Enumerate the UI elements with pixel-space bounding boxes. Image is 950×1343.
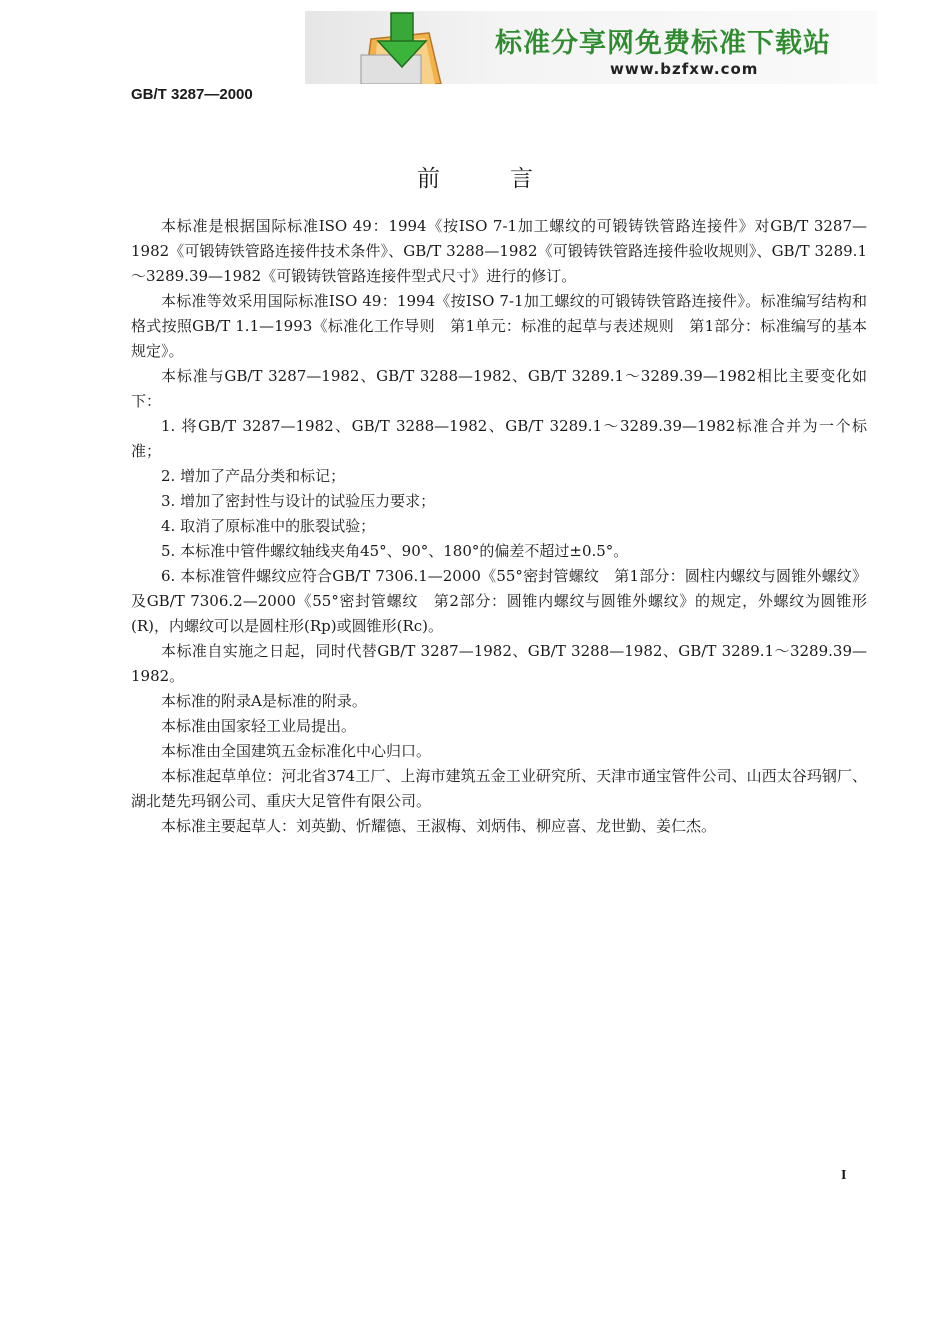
paragraph: 本标准起草单位：河北省374工厂、上海市建筑五金工业研究所、天津市通宝管件公司、山西太谷玛钢厂、湖北楚先玛钢公司、重庆大足管件有限公司。	[131, 767, 867, 810]
paragraph: 本标准自实施之日起，同时代替GB/T 3287—1982、GB/T 3288—1982、GB/T 3289.1～3289.39—1982。	[131, 642, 867, 685]
page-title	[0, 160, 950, 193]
banner-title: 标准分享网免费标准下载站	[495, 28, 831, 59]
list-item: 3. 增加了密封性与设计的试验压力要求；	[161, 492, 436, 510]
page-title-char-1: 前	[417, 166, 440, 192]
list-item: 1. 将GB/T 3287—1982、GB/T 3288—1982、GB/T 3289.1～3289.39—1982标准合并为一个标准；	[131, 417, 867, 460]
download-arrow-icon	[331, 11, 461, 84]
foreword-body	[131, 214, 867, 839]
paragraph: 本标准是根据国际标准ISO 49：1994《按ISO 7-1加工螺纹的可锻铸铁管路连接件》对GB/T 3287—1982《可锻铸铁管路连接件技术条件》、GB/T 3288—1982《可锻铸铁管路连接件验收规则》、GB/T 3289.1～3289.39—1982《可锻铸铁管路连接件型式尺寸》进行的修订。	[131, 217, 867, 285]
paragraph: 本标准与GB/T 3287—1982、GB/T 3288—1982、GB/T 3289.1～3289.39—1982相比主要变化如下：	[131, 367, 867, 410]
list-item: 6. 本标准管件螺纹应符合GB/T 7306.1—2000《55°密封管螺纹 第1部分：圆柱内螺纹与圆锥外螺纹》及GB/T 7306.2—2000《55°密封管螺纹 第2部分：圆锥内螺纹与圆锥外螺纹》的规定，外螺纹为圆锥形(R)，内螺纹可以是圆柱形(Rp)或圆锥形(Rc)。	[131, 567, 867, 635]
page-number: I	[841, 1168, 847, 1183]
paragraph: 本标准的附录A是标准的附录。	[161, 692, 367, 710]
page-title-char-2: 言	[510, 166, 533, 192]
list-item: 4. 取消了原标准中的胀裂试验；	[161, 517, 376, 535]
list-item: 2. 增加了产品分类和标记；	[161, 467, 346, 485]
banner-url[interactable]: www.bzfxw.com	[610, 60, 759, 78]
paragraph: 本标准主要起草人：刘英勤、忻耀德、王淑梅、刘炳伟、柳应喜、龙世勤、姜仁杰。	[161, 817, 717, 835]
paragraph: 本标准等效采用国际标准ISO 49：1994《按ISO 7-1加工螺纹的可锻铸铁管路连接件》。标准编写结构和格式按照GB/T 1.1—1993《标准化工作导则 第1单元：标准的起草与表述规则 第1部分：标准编写的基本规定》。	[131, 292, 867, 360]
site-banner[interactable]	[305, 11, 877, 84]
paragraph: 本标准由全国建筑五金标准化中心归口。	[161, 742, 432, 760]
standard-number: GB/T 3287—2000	[131, 86, 253, 103]
paragraph: 本标准由国家轻工业局提出。	[161, 717, 357, 735]
list-item: 5. 本标准中管件螺纹轴线夹角45°、90°、180°的偏差不超过±0.5°。	[161, 542, 629, 560]
